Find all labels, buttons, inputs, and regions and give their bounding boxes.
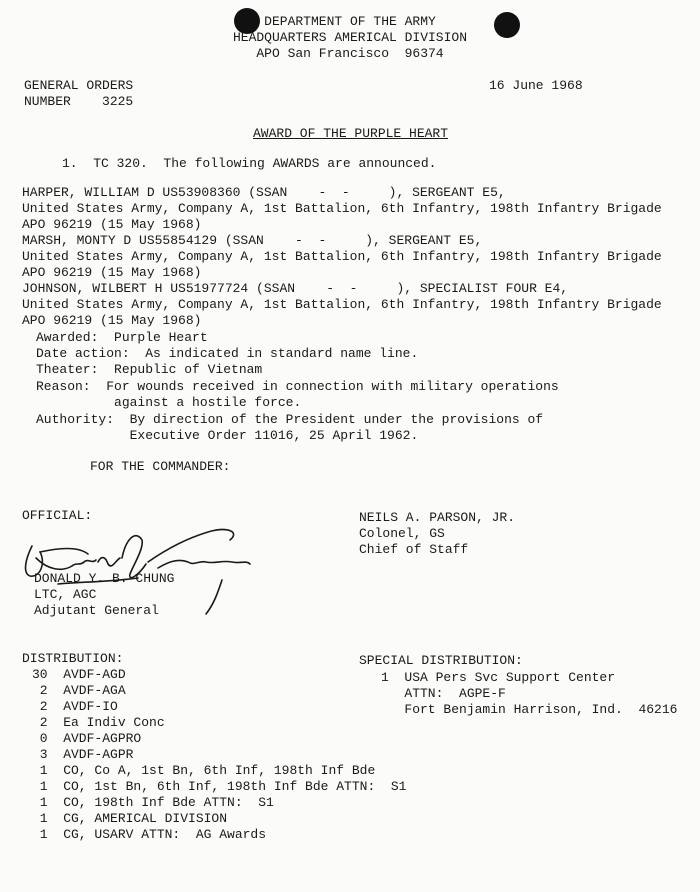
- distribution-item: 2 AVDF-AGA: [32, 683, 126, 698]
- distribution-item: 1 CG, USARV ATTN: AG Awards: [32, 827, 267, 842]
- orders-date: 16 June 1968: [489, 78, 583, 93]
- chief-rank: Colonel, GS: [359, 526, 445, 541]
- special-distribution-item: Fort Benjamin Harrison, Ind. 46216: [381, 702, 678, 717]
- detail-line: Authority: By direction of the President under the provisions of: [36, 412, 544, 427]
- detail-line: Date action: As indicated in standard name line.: [36, 346, 419, 361]
- header-headquarters: HEADQUARTERS AMERICAL DIVISION: [232, 30, 468, 45]
- recipient-line: United States Army, Company A, 1st Battalion, 6th Infantry, 198th Infantry Brigade: [22, 297, 662, 312]
- recipient-line: MARSH, MONTY D US55854129 (SSAN - - ), SERGEANT E5,: [22, 233, 483, 248]
- intro-paragraph: 1. TC 320. The following AWARDS are announced.: [62, 156, 437, 171]
- detail-line: Theater: Republic of Vietnam: [36, 362, 263, 377]
- distribution-item: 1 CO, 198th Inf Bde ATTN: S1: [32, 795, 274, 810]
- chief-title: Chief of Staff: [359, 542, 469, 557]
- special-distribution-item: 1 USA Pers Svc Support Center: [381, 670, 616, 685]
- official-rank: LTC, AGC: [34, 587, 97, 602]
- recipient-line: APO 96219 (15 May 1968): [22, 265, 202, 280]
- recipient-line: United States Army, Company A, 1st Battalion, 6th Infantry, 198th Infantry Brigade: [22, 201, 662, 216]
- recipient-line: United States Army, Company A, 1st Battalion, 6th Infantry, 198th Infantry Brigade: [22, 249, 662, 264]
- general-orders-label: GENERAL ORDERS: [24, 78, 134, 93]
- official-label: OFFICIAL:: [22, 508, 93, 523]
- official-title: Adjutant General: [34, 603, 159, 618]
- for-the-commander: FOR THE COMMANDER:: [90, 459, 231, 474]
- document-title: AWARD OF THE PURPLE HEART: [253, 126, 449, 141]
- header-apo: APO San Francisco 96374: [256, 46, 444, 61]
- distribution-label: DISTRIBUTION:: [22, 651, 124, 666]
- recipient-line: APO 96219 (15 May 1968): [22, 313, 202, 328]
- distribution-item: 1 CO, Co A, 1st Bn, 6th Inf, 198th Inf Bde: [32, 763, 376, 778]
- detail-line: against a hostile force.: [36, 395, 302, 410]
- distribution-item: 1 CO, 1st Bn, 6th Inf, 198th Inf Bde ATTN: S1: [32, 779, 407, 794]
- distribution-item: 0 AVDF-AGPRO: [32, 731, 142, 746]
- orders-number: NUMBER 3225: [24, 94, 134, 109]
- special-distribution-label: SPECIAL DISTRIBUTION:: [359, 653, 523, 668]
- detail-line: Executive Order 11016, 25 April 1962.: [36, 428, 419, 443]
- chief-name: NEILS A. PARSON, JR.: [359, 510, 516, 525]
- distribution-item: 3 AVDF-AGPR: [32, 747, 134, 762]
- recipient-line: JOHNSON, WILBERT H US51977724 (SSAN - - ), SPECIALIST FOUR E4,: [22, 281, 569, 296]
- detail-line: Reason: For wounds received in connection with military operations: [36, 379, 559, 394]
- distribution-item: 30 AVDF-AGD: [32, 667, 126, 682]
- special-distribution-item: ATTN: AGPE-F: [381, 686, 506, 701]
- recipient-line: HARPER, WILLIAM D US53908360 (SSAN - - ), SERGEANT E5,: [22, 185, 506, 200]
- distribution-item: 2 AVDF-IO: [32, 699, 118, 714]
- distribution-item: 1 CG, AMERICAL DIVISION: [32, 811, 228, 826]
- header-department: DEPARTMENT OF THE ARMY: [264, 14, 436, 29]
- official-name: DONALD Y. B. CHUNG: [34, 571, 175, 586]
- recipient-line: APO 96219 (15 May 1968): [22, 217, 202, 232]
- distribution-item: 2 Ea Indiv Conc: [32, 715, 165, 730]
- detail-line: Awarded: Purple Heart: [36, 330, 208, 345]
